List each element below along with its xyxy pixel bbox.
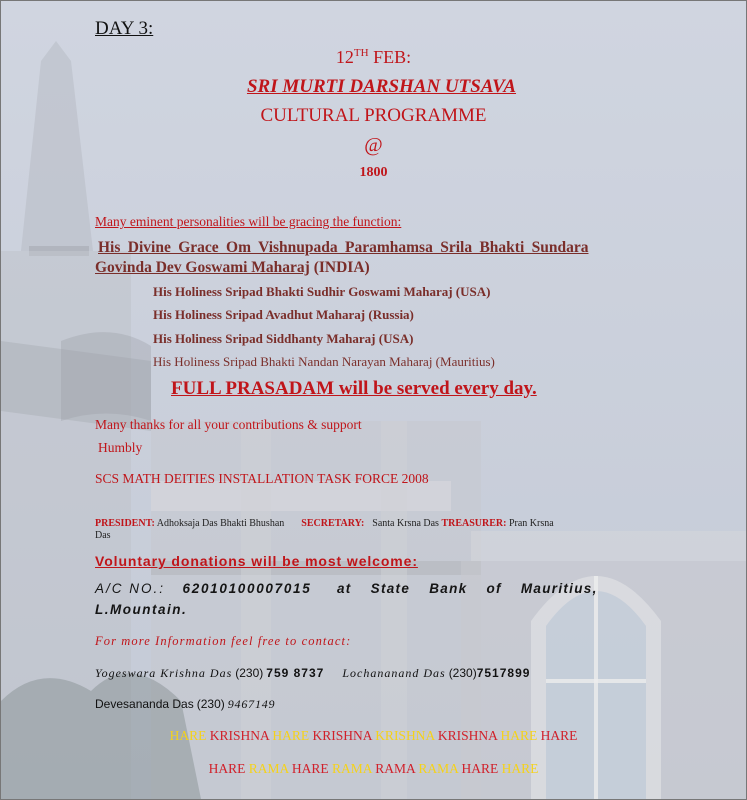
mantra-word: HARE [169, 728, 207, 743]
officers-line [95, 518, 554, 529]
mantra-word: KRISHNA [309, 728, 376, 743]
mantra-word: HARE [208, 761, 249, 776]
contact-intro: For more Information feel free to contact: [95, 634, 352, 648]
treasurer-label: TREASURER: [441, 518, 507, 529]
mantra-word: RAMA [418, 761, 459, 776]
president-label: PRESIDENT: [95, 518, 155, 529]
guest-3: His Holiness Sripad Siddhanty Maharaj (USA) [153, 331, 414, 346]
contact2-number: 7517899 [476, 666, 531, 680]
main-guest-country: (INDIA) [309, 259, 370, 276]
contact1-code: (230) [235, 666, 264, 680]
treasurer-name-second: Das [95, 530, 111, 541]
at-symbol: @ [364, 134, 383, 156]
treasurer-name-first: Pran Krsna [508, 518, 554, 529]
mantra-word: HARE [288, 761, 333, 776]
guest-1: His Holiness Sripad Bhakti Sudhir Goswami Maharaj (USA) [153, 284, 491, 299]
contact1-name: Yogeswara Krishna Das [95, 666, 233, 680]
contact-line-3 [95, 697, 275, 712]
secretary-label: SECRETARY: [301, 518, 365, 529]
mantra-word: RAMA [248, 761, 289, 776]
contact3-name: Devesananda Das [95, 697, 194, 711]
contact2-code: (230) [448, 666, 477, 680]
secretary-name: Santa Krsna Das [372, 518, 439, 529]
contact1-number: 759 8737 [266, 666, 325, 680]
mantra-word: RAMA [371, 761, 419, 776]
contact3-code: (230) [196, 697, 225, 711]
programme-heading: CULTURAL PROGRAMME [260, 105, 487, 126]
donations-heading: Voluntary donations will be most welcome: [95, 553, 418, 569]
mantra-word: KRISHNA [206, 728, 273, 743]
account-line [95, 581, 598, 596]
prasadam-notice: FULL PRASADAM will be served every day. [171, 378, 537, 399]
contact3-number: 9467149 [227, 697, 276, 711]
humbly-line: Humbly [98, 440, 143, 455]
eminent-intro: Many eminent personalities will be gracing the function: [95, 214, 402, 229]
main-guest-name: Govinda Dev Goswami Maharaj [95, 259, 310, 276]
mantra-line-1 [1, 728, 746, 744]
contact-line-1 [95, 666, 530, 681]
bank-name: at State Bank of Mauritius, [337, 581, 598, 596]
mantra-word: HARE [537, 728, 578, 743]
bank-branch: L.Mountain. [95, 602, 188, 617]
date-ordinal: TH [353, 47, 369, 59]
event-date [1, 47, 746, 68]
mantra-word: HARE [501, 761, 539, 776]
event-time: 1800 [359, 165, 388, 180]
guest-2: His Holiness Sripad Avadhut Maharaj (Russia) [153, 307, 414, 322]
mantra-word: HARE [500, 728, 538, 743]
document-content [1, 1, 746, 799]
day-heading: DAY 3: [95, 18, 154, 39]
mantra-word: HARE [272, 728, 310, 743]
guest-4: His Holiness Sripad Bhakti Nandan Narayan Maharaj (Mauritius) [153, 354, 495, 369]
event-title: SRI MURTI DARSHAN UTSAVA [246, 76, 517, 97]
task-force-line: SCS MATH DEITIES INSTALLATION TASK FORCE 2008 [95, 471, 429, 486]
contact2-name: Lochananand Das [342, 666, 446, 680]
mantra-word: RAMA [332, 761, 372, 776]
mantra-word: KRISHNA [434, 728, 501, 743]
main-guest-line2 [95, 259, 370, 277]
account-label: A/C NO.: [95, 581, 166, 596]
mantra-line-2 [1, 761, 746, 777]
main-guest-line1: His Divine Grace Om Vishnupada Paramhamsa Srila Bhakti Sundara [98, 239, 589, 256]
mantra-word: KRISHNA [375, 728, 435, 743]
account-number: 62010100007015 [182, 581, 312, 596]
mantra-word: HARE [458, 761, 502, 776]
thanks-line: Many thanks for all your contributions & support [95, 417, 362, 432]
date-number: 12 [335, 47, 354, 67]
president-name: Adhoksaja Das Bhakti Bhushan [156, 518, 285, 529]
date-month: FEB: [368, 47, 412, 67]
